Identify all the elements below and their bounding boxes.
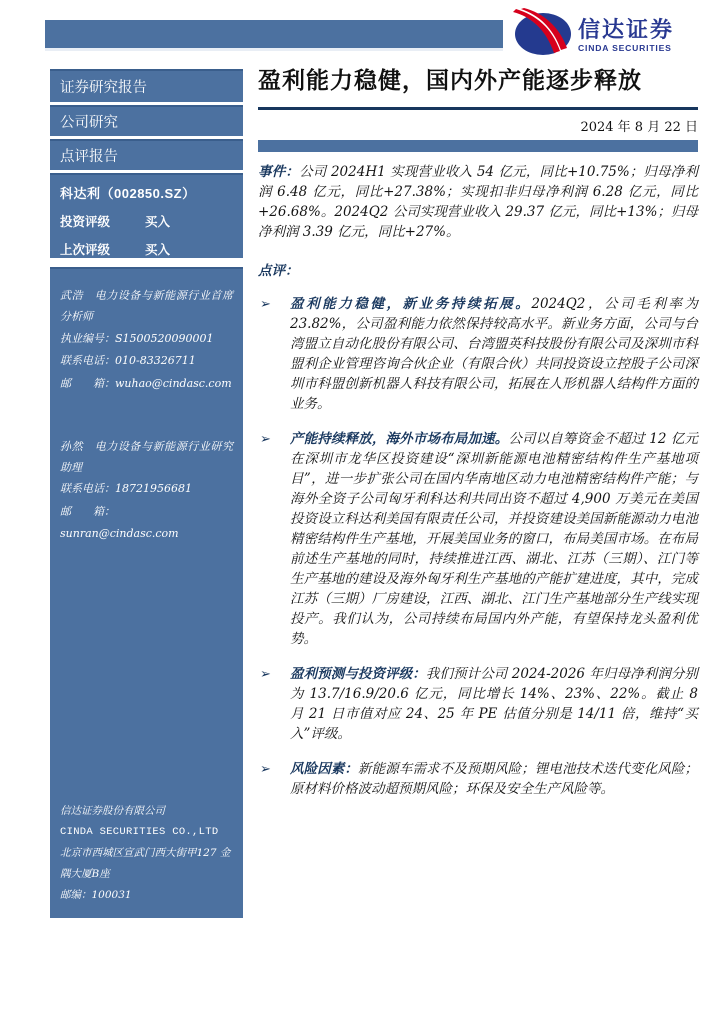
bullet-capacity [258, 429, 698, 649]
rating-row [60, 212, 233, 230]
bullet-profitability [258, 294, 698, 414]
phone-value: 010-83326711 [115, 354, 196, 368]
logo-en-text: CINDA SECURITIES [578, 42, 672, 53]
report-date: 2024 年 8 月 22 日 [580, 119, 698, 135]
bullet-forecast-rating [258, 664, 698, 744]
bullet-body: 2024Q2，公司毛利率为 23.82%，公司盈利能力依然保持较高水平。新业务方面，公司与台湾盟立自动化股份有限公司、台湾盟英科技股份有限公司及深圳市科盟利企业管理咨询合伙企业（有限合伙）共同投资设立控股子公司深圳市科盟创新机器人科技有限公司，拓展在人形机器人结构件方面的业务。 [290, 295, 699, 412]
sidebar-info-box [50, 267, 243, 918]
phone-label: 联系电话： [60, 482, 115, 496]
arrow-bullet-icon: ➢ [260, 431, 271, 447]
cinda-logo-icon [509, 8, 573, 63]
bullet-risk-factors [258, 759, 698, 799]
bullet-lead: 盈利能力稳健，新业务持续拓展。 [290, 295, 532, 312]
arrow-bullet-icon: ➢ [260, 666, 271, 682]
email-value: sunran@cindasc.com [60, 527, 179, 541]
phone-label: 联系电话： [60, 354, 115, 368]
cert-value: S1500520090001 [115, 331, 214, 345]
comment-section-label: 点评： [258, 262, 299, 279]
bullet-body: 我们预计公司 2024-2026 年归母净利润分别为 13.7/16.9/20.6 亿元，同比增长 14%、23%、22%。截止 8 月 21 日市值对应 24、25 年 PE 估值分别是 14/11 倍，维持“买入”评级。 [290, 665, 699, 742]
sidebar-tag-report-type: 证券研究报告 [50, 69, 243, 102]
analyst-name-title: 孙然 电力设备与新能源行业研究助理 [60, 439, 233, 474]
analyst-email-row [60, 373, 233, 396]
event-body: 公司 2024H1 实现营业收入 54 亿元，同比+10.75%；归母净利润 6.48 亿元，同比+27.38%；实现扣非归母净利润 6.28 亿元，同比+26.68%。2024Q2 公司实现营业收入 29.37 亿元，同比+13%；归母净利润 3.39 亿元，同比+27%。 [258, 163, 699, 240]
company-address: 北京市西城区宣武门西大街甲127 金隅大厦B座 [60, 847, 231, 880]
company-info-block [60, 801, 233, 906]
bullet-lead: 风险因素： [290, 760, 359, 777]
phone-value: 18721956681 [115, 482, 192, 496]
bullet-lead: 产能持续释放，海外市场布局加速。 [290, 430, 509, 447]
company-postcode: 邮编：100031 [60, 889, 132, 901]
company-name-en: CINDA SECURITIES CO.,LTD [60, 826, 219, 838]
sidebar-rating-box [50, 173, 243, 258]
arrow-bullet-icon: ➢ [260, 761, 271, 777]
arrow-bullet-icon: ➢ [260, 296, 271, 312]
comment-bullet-list [258, 294, 698, 799]
email-label: 邮 箱： [60, 376, 115, 390]
analyst-name-title: 武浩 电力设备与新能源行业首席分析师 [60, 289, 233, 324]
stock-name-code: 科达利（002850.SZ） [60, 186, 196, 201]
cinda-logo [509, 8, 674, 63]
prev-rating-value: 买入 [145, 243, 171, 257]
main-content [258, 66, 698, 799]
rating-value: 买入 [145, 215, 171, 229]
logo-cn-text: 信达证券 [578, 16, 675, 42]
event-label: 事件： [258, 163, 300, 180]
date-divider-bar [258, 140, 698, 152]
analyst-phone-row [60, 478, 233, 501]
bullet-lead: 盈利预测与投资评级： [290, 665, 426, 682]
bullet-body: 公司以自筹资金不超过 12 亿元在深圳市龙华区投资建设“深圳新能源电池精密结构件生产基地项目”，进一步扩张公司在国内华南地区动力电池精密结构件产能；与海外全资子公司匈牙利科达利共同出资不超过 4,900 万美元在美国投资设立科达利美国有限责任公司，并投资建设美国新能源动力电池精密结构件生产基地，开展美国业务的窗口，布局美国市场。在布局前述生产基地的同时，持续推进江西、湖北、江苏（三期）、江门等生产基地的建设及海外匈牙利生产基地的产能扩建进度，其中，完成江苏（三期）厂房建设，江西、湖北、江门生产基地部分生产线实现投产。我们认为，公司持续布局国内外产能，有望保持龙头盈利优势。 [290, 430, 699, 647]
sidebar-tag-research-category: 公司研究 [50, 105, 243, 136]
analyst-block [60, 436, 233, 547]
analyst-cert-row [60, 328, 233, 351]
header-banner-bar [45, 20, 503, 51]
analyst-email-row [60, 501, 233, 546]
prev-rating-label: 上次评级 [60, 243, 111, 257]
email-value: wuhao@cindasc.com [115, 376, 232, 390]
report-title: 盈利能力稳健，国内外产能逐步释放 [258, 67, 642, 93]
email-label: 邮 箱： [60, 504, 115, 518]
analyst-block [60, 285, 233, 396]
analyst-phone-row [60, 350, 233, 373]
company-name-cn: 信达证券股份有限公司 [60, 805, 165, 817]
event-paragraph [258, 162, 698, 242]
sidebar-tag-report-kind: 点评报告 [50, 139, 243, 170]
bullet-body: 新能源车需求不及预期风险；锂电池技术迭代变化风险；原材料价格波动超预期风险；环保及安全生产风险等。 [290, 760, 699, 797]
cert-label: 执业编号： [60, 331, 115, 345]
rating-label: 投资评级 [60, 215, 111, 229]
prev-rating-row [60, 240, 233, 258]
title-divider-line [258, 107, 698, 110]
